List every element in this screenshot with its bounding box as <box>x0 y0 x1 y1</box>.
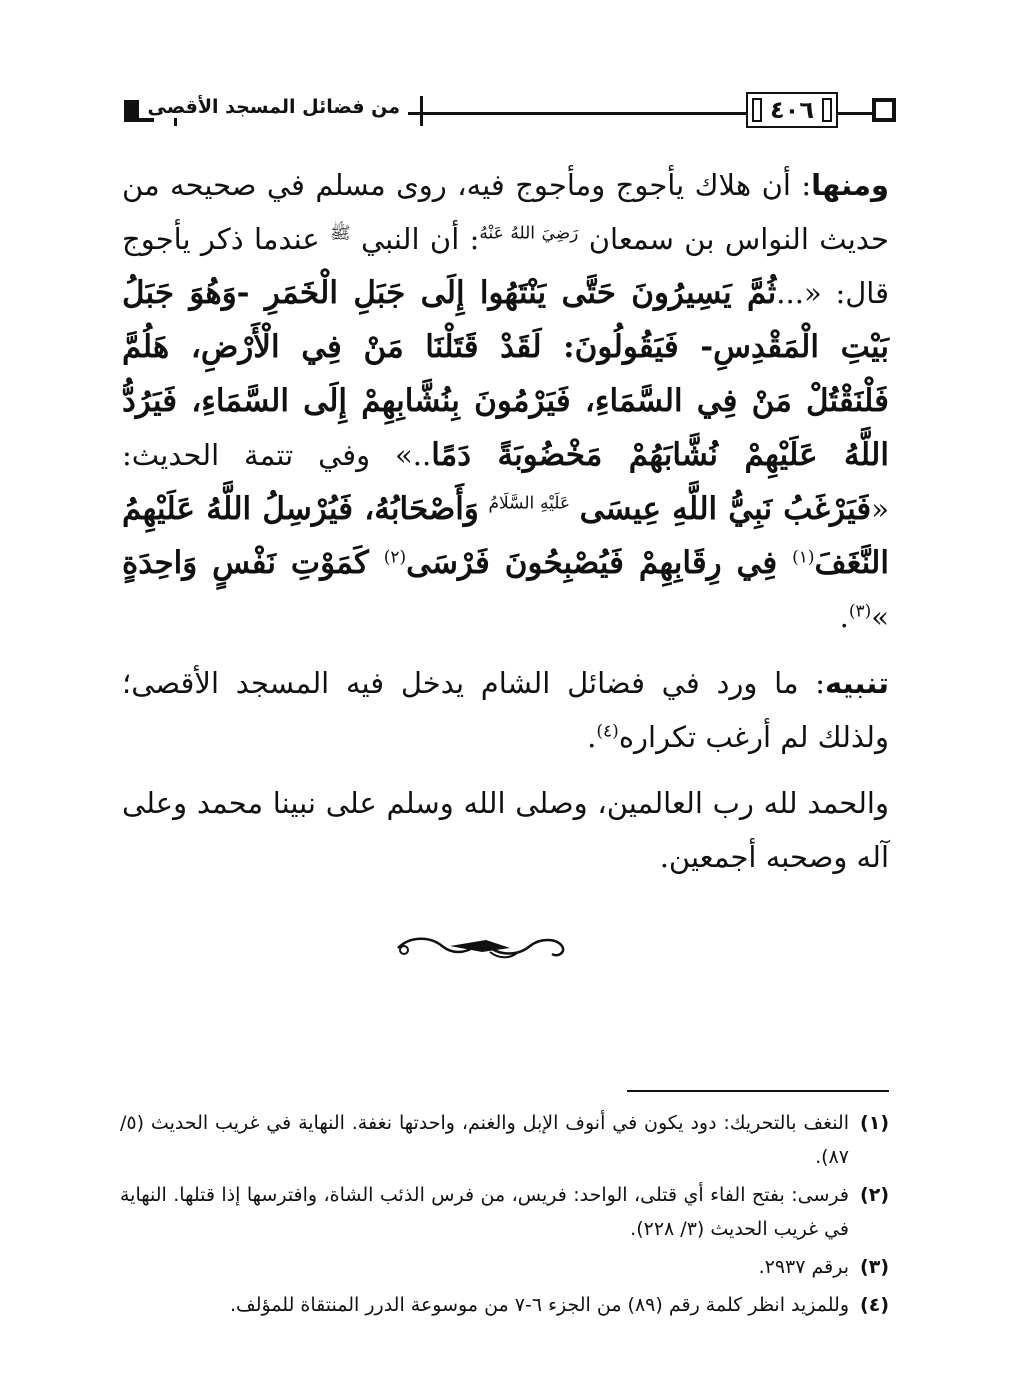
hadith-quote: ثُمَّ يَسِيرُونَ حَتَّى يَنْتَهُوا إِلَى جَبَلِ الْخَمَرِ -وَهُوَ جَبَلُ بَيْتِ الْمَقْدِسِ- فَيَقُولُونَ: لَقَدْ قَتَلْنَا مَنْ فِي الْأَرْضِ، هَلُمَّ فَلْنَقْتُلْ مَنْ فِي السَّمَاءِ، فَيَرْمُونَ بِنُشَّابِهِمْ إِلَى السَّمَاءِ، فَيَرُدُّ اللَّهُ عَلَيْهِمْ نُشَّابَهُمْ مَخْضُوبَةً دَمًا <box>122 275 889 473</box>
footnote-text: النغف بالتحريك: دود يكون في أنوف الإبل والغنم، واحدتها نغفة. النهاية في غريب الحديث (٥/ ٨٧). <box>120 1112 849 1168</box>
footnote-number: (٣) <box>860 1256 889 1278</box>
footnote-text: برقم ٢٩٣٧. <box>758 1256 849 1278</box>
page-header <box>120 92 896 136</box>
honorific-glyph: ﷺ <box>330 223 351 244</box>
paragraph-gog-magog <box>122 158 889 644</box>
paragraph-closing <box>122 776 889 884</box>
footnote-number: (٢) <box>860 1184 889 1206</box>
running-title: من فضائل المسجد الأقصى <box>139 96 408 118</box>
page-number: ٤٠٦ <box>770 96 814 124</box>
text-run: : أن النبي <box>360 222 480 256</box>
lead-word: تنبيه <box>825 666 889 700</box>
footnote-item <box>120 1106 889 1174</box>
footnote-item <box>120 1178 889 1246</box>
flourish-ornament-icon <box>390 928 570 964</box>
hadith-quote: وَأَصْحَابُهُ، فَيُرْسِلُ اللَّهُ عَلَيْهِمُ النَّغَفَ <box>122 491 889 581</box>
header-ornament-square <box>872 98 896 122</box>
text-run: » <box>871 600 889 634</box>
page-number-frame <box>746 92 838 128</box>
footnote-ref-4[interactable]: (٤) <box>596 721 619 742</box>
lead-word: ومنها <box>811 168 889 202</box>
footnote-item <box>120 1250 889 1284</box>
hadith-quote: فَيَرْغَبُ نَبِيُّ اللَّهِ عِيسَى <box>579 491 872 527</box>
footnote-number: (١) <box>860 1112 889 1134</box>
text-run: والحمد لله رب العالمين، وصلى الله وسلم على نبينا محمد وعلى آله وصحبه أجمعين. <box>122 786 889 874</box>
footnote-ref-3[interactable]: (٣) <box>848 601 872 622</box>
main-text <box>122 158 889 884</box>
footnote-number: (٤) <box>860 1294 889 1316</box>
footnotes <box>120 1106 889 1322</box>
honorific-glyph: رَضِيَ اللهُ عَنْهُ <box>479 223 579 244</box>
footnote-text: وللمزيد انظر كلمة رقم (٨٩) من الجزء ٦-٧ من موسوعة الدرر المنتقاة للمؤلف. <box>230 1294 849 1316</box>
text-run: : ما ورد في فضائل الشام يدخل فيه المسجد الأقصى؛ ولذلك لم أرغب تكراره <box>122 666 889 754</box>
text-run: . <box>839 600 849 634</box>
honorific-glyph: عَلَيْهِ السَّلَامُ <box>488 493 571 514</box>
hadith-quote: فِي رِقَابِهِمْ فَيُصْبِحُونَ فَرْسَى <box>406 545 793 581</box>
footnote-ref-2[interactable]: (٢) <box>383 547 407 568</box>
header-tick-right <box>420 96 423 126</box>
footnote-separator <box>627 1090 889 1092</box>
hadith-quote: كَمَوْتِ نَفْسٍ وَاحِدَةٍ <box>122 545 384 581</box>
footnote-ref-1[interactable]: (١) <box>792 547 815 568</box>
text-run: . <box>587 720 597 754</box>
text-run: عندما ذكر يأجوج قال: «... <box>122 222 890 310</box>
text-run: ..» وفي تتمة الحديث: « <box>122 438 889 526</box>
text-run: : أن هلاك يأجوج ومأجوج فيه، روى مسلم في صحيحه من حديث النواس بن سمعان <box>122 168 889 256</box>
paragraph-note <box>122 656 889 764</box>
footnote-text: فرسى: بفتح الفاء أي قتلى، الواحد: فريس، من فرس الذئب الشاة، وافترسها إذا قتلها. النهاية في غريب الحديث (٣/ ٢٢٨). <box>120 1184 849 1240</box>
footnote-item <box>120 1288 889 1322</box>
